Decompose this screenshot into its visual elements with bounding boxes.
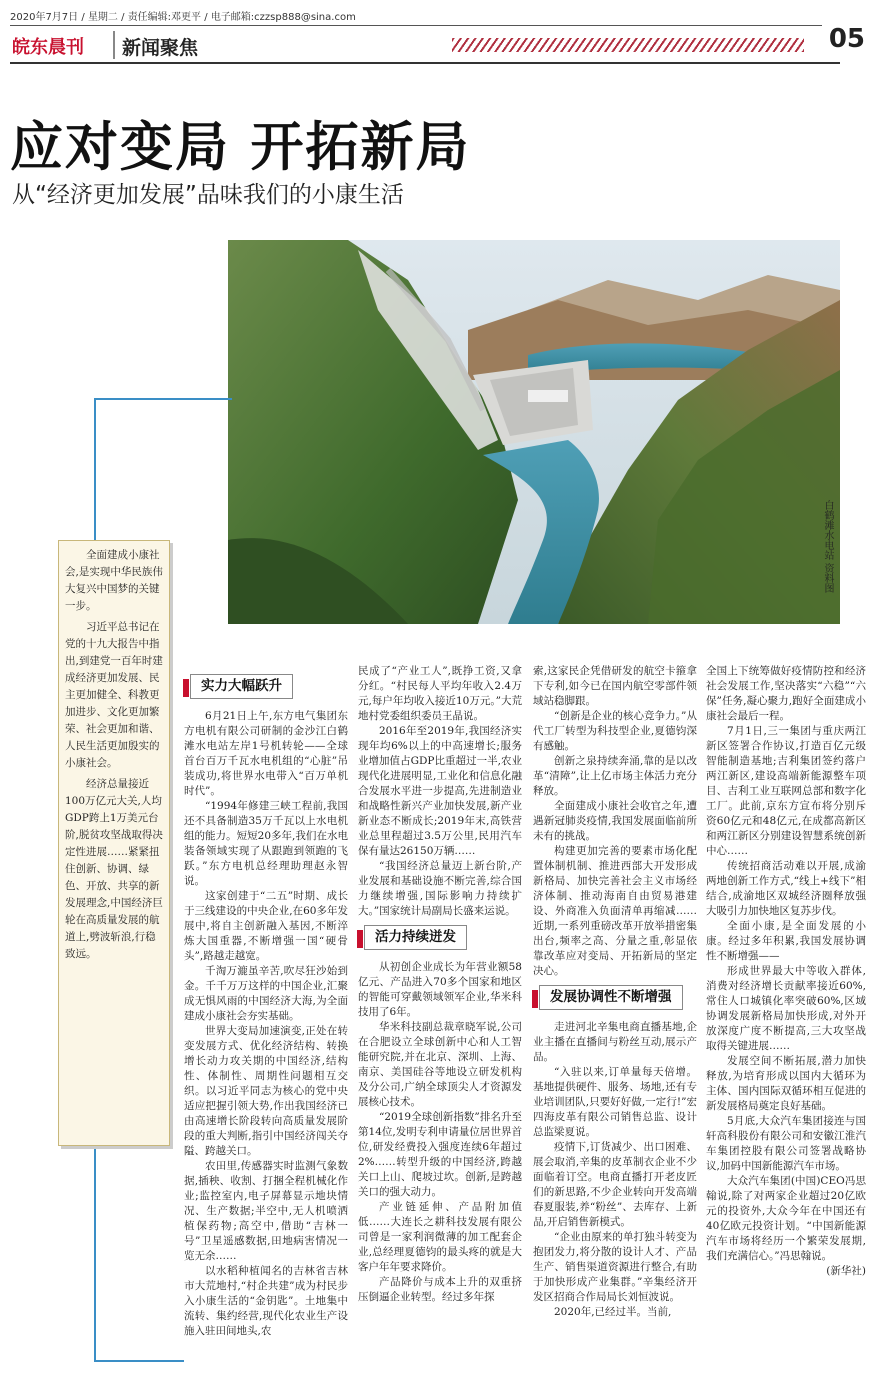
lead-sidebar [58, 540, 170, 1146]
article-column-4 [706, 664, 866, 1279]
section-heading: 活力持续迸发 [364, 925, 467, 950]
lead-paragraph: 经济总量接近100万亿元大关,人均GDP跨上1万美元台阶,脱贫攻坚战取得决定性进展……紧紧扭住创新、协调、绿色、开放、共享的新发展理念,中国经济巨轮在高质量发展的航道上,劈波斩浪,行稳致远。 [65, 778, 163, 960]
article-column-2 [358, 664, 522, 1305]
issue-weekday: 星期二 [87, 12, 118, 23]
article-column-1 [184, 668, 348, 1339]
body-paragraph: 传统招商活动难以开展,成渝两地创新工作方式,“线上+线下”相结合,成渝地区双城经济圈释放强大吸引力加快地区复苏步伐。 [706, 860, 866, 917]
header-rule-top [10, 25, 822, 26]
body-paragraph: 7月1日,三一集团与重庆两江新区签署合作协议,打造百亿元级智能制造基地;吉利集团签约落户两江新区,建设高端新能源整车项目、吉利工业互联网总部和数字化工厂。此前,京东方宣布将分别斥资60亿元和48亿元,在成都高新区和两江新区分别建设智慧系统创新中心…… [706, 725, 866, 857]
photo-caption: 白鹤滩水电站 资料图 [822, 500, 833, 594]
byline: (新华社) [826, 1265, 866, 1277]
body-paragraph: 创新之泉持续奔涌,靠的是以改革“清障”,让上亿市场主体活力充分释放。 [533, 755, 697, 797]
body-paragraph: 2016年至2019年,我国经济实现年均6%以上的中高速增长;服务业增加值占GDP比重超过一半,农业现代化进展明显,工业化和信息化融合发展水平进一步提高,先进制造业和战略性新兴产业加快发展,新产业新业态不断成长;2019年末,高铁营业总里程超过3.5万公里,民用汽车保有量达26150万辆…… [358, 725, 522, 857]
dam-photo-illustration [228, 240, 840, 624]
body-paragraph: 产品降价与成本上升的双重挤压倒逼企业转型。经过多年探 [358, 1276, 522, 1303]
body-paragraph: 华米科技副总裁章晓军说,公司在合肥设立全球创新中心和人工智能研究院,并在北京、深圳、上海、南京、美国硅谷等地设立研发机构及分公司,广纳全球顶尖人才资源发展核心技术。 [358, 1021, 522, 1108]
body-paragraph: “创新是企业的核心竞争力。”从代工厂转型为科技型企业,夏德钧深有感触。 [533, 710, 697, 752]
lead-paragraph: 全面建成小康社会,是实现中华民族伟大复兴中国梦的关键一步。 [65, 549, 163, 612]
body-paragraph: 千淘万漉虽辛苦,吹尽狂沙始到金。千千万万这样的中国企业,汇聚成无惧风雨的中国经济大海,为全面建成小康社会夯实基础。 [184, 965, 348, 1022]
header-hatch-decoration [452, 38, 804, 52]
body-paragraph: 2020年,已经过半。当前, [554, 1306, 672, 1318]
section-divider [113, 31, 115, 59]
decor-line-top [94, 398, 232, 400]
email: 电子邮箱:czzsp888@sina.com [210, 12, 356, 23]
subheadline: 从“经济更加发展”品味我们的小康生活 [12, 182, 404, 208]
body-paragraph: 从初创企业成长为年营业额58亿元、产品进入70多个国家和地区的智能可穿戴领域领军企业,华米科技用了6年。 [358, 961, 522, 1018]
body-paragraph: 这家创建于“二五”时期、成长于三线建设的中央企业,在60多年发展中,将自主创新融入基因,不断淬炼大国重器,不断增强一国“硬骨头”,路越走越宽。 [184, 890, 348, 962]
section-heading: 发展协调性不断增强 [539, 985, 683, 1010]
body-paragraph: 民成了“产业工人”,既挣工资,又拿分红。“村民每人平均年收入2.4万元,每户年均收入接近10万元。”大荒地村党委组织委员王晶说。 [358, 665, 522, 722]
body-paragraph: “1994年修建三峡工程前,我国还不具备制造35万千瓦以上水电机组的能力。短短20多年,我们在水电装备领域实现了从跟跑到领跑的飞跃。”东方电机总经理助理赵永智说。 [184, 800, 348, 887]
body-paragraph: 全国上下统筹做好疫情防控和经济社会发展工作,坚决落实“六稳”“六保”任务,凝心聚力,跑好全面建成小康社会最后一程。 [706, 665, 866, 722]
decor-line-bottom [94, 1360, 184, 1362]
dam-photo [228, 240, 840, 624]
body-paragraph: 发展空间不断拓展,潜力加快释放,为培育形成以国内大循环为主体、国内国际双循环相互促进的新发展格局奠定良好基础。 [706, 1055, 866, 1112]
headline: 应对变局 开拓新局 [10, 117, 471, 178]
section-heading: 实力大幅跃升 [190, 674, 293, 699]
body-paragraph: 世界大变局加速演变,正处在转变发展方式、优化经济结构、转换增长动力攻关期的中国经济,结构性、体制性、周期性问题相互交织。以习近平同志为核心的党中央适应把握引领大势,作出我国经济已由高速增长阶段转向高质量发展阶段的重大判断,指引中国经济闯关夺隘、跨越关口。 [184, 1025, 348, 1157]
header-rule-bottom [10, 62, 840, 64]
body-paragraph: 走进河北辛集电商直播基地,企业主播在直播间与粉丝互动,展示产品。 [533, 1021, 697, 1063]
body-paragraph: “我国经济总量迈上新台阶,产业发展和基础设施不断完善,综合国力继续增强,国际影响力持续扩大。”国家统计局副局长盛来运说。 [358, 860, 522, 917]
body-paragraph: 全面建成小康社会收官之年,遭遇新冠肺炎疫情,我国发展面临前所未有的挑战。 [533, 800, 697, 842]
body-paragraph: 农田里,传感器实时监测气象数据,插秧、收割、打捆全程机械化作业;监控室内,电子屏幕显示地块情况、生产数据;半空中,无人机喷洒植保药物;高空中,借助“吉林一号”卫星遥感数据,田地病害情况一览无余…… [184, 1160, 348, 1262]
issue-date: 2020年7月7日 [10, 12, 79, 23]
body-paragraph: 6月21日上午,东方电气集团东方电机有限公司研制的金沙江白鹤滩水电站左岸1号机转轮——全球首台百万千瓦水电机组的“心脏”吊装成功,将世界水电带入“百万单机时代”。 [184, 710, 348, 797]
body-paragraph: “2019全球创新指数”排名升至第14位,发明专利申请量位居世界首位,研发经费投入强度连续6年超过2%……转型升级的中国经济,跨越关口上山、爬坡过坎。创新,是跨越关口的强大动力。 [358, 1111, 522, 1198]
body-paragraph: 疫情下,订货减少、出口困难、展会取消,辛集的皮革制衣企业不少面临着订空。电商直播打开老皮匠们的新思路,不少企业转向开发高端春夏服装,养“粉丝”、去库存、上新品,开启销售新模式。 [533, 1141, 697, 1228]
body-paragraph: “入驻以来,订单量每天倍增。基地提供硬件、服务、场地,还有专业培训团队,只要好好做,一定行!”宏四海皮革有限公司销售总监、设计总监梁夏说。 [533, 1066, 697, 1138]
body-paragraph: 大众汽车集团(中国)CEO冯思翰说,除了对两家企业超过20亿欧元的投资外,大众今年在中国还有40亿欧元投资计划。“中国新能源汽车市场将经历一个繁荣发展期,我们充满信心。”冯思翰说。 [706, 1175, 866, 1262]
masthead-info: 2020年7月7日 / 星期二 / 责任编辑:邓更平 / 电子邮箱:czzsp888@sina.com [10, 12, 356, 23]
body-paragraph: 5月底,大众汽车集团接连与国轩高科股份有限公司和安徽江淮汽车集团控股有限公司签署战略协议,加码中国新能源汽车市场。 [706, 1115, 866, 1172]
body-paragraph: “企业由原来的单打独斗转变为抱团发力,将分散的设计人才、产品生产、销售渠道资源进行整合,有助于加快形成产业集群。”辛集经济开发区招商合作局局长刘恒波说。 [533, 1231, 697, 1303]
body-paragraph: 产业链延伸、产品附加值低……大连长之耕科技发展有限公司曾是一家利润微薄的加工配套企业,总经理夏德钧的最头疼的就是大客户年年要求降价。 [358, 1201, 522, 1273]
newspaper-brand: 皖东晨刊 [12, 37, 84, 58]
body-paragraph: 以水稻种植闻名的吉林省吉林市大荒地村,“村企共建”成为村民步入小康生活的“金钥匙”。土地集中流转、集约经营,现代化农业生产设施入驻田间地头,农 [184, 1265, 348, 1337]
article-column-3 [533, 664, 697, 1320]
section-name: 新闻聚焦 [122, 37, 199, 59]
body-paragraph: 索,这家民企凭借研发的航空卡箍拿下专利,如今已在国内航空零部件领域站稳脚跟。 [533, 665, 697, 707]
body-paragraph: 全面小康,是全面发展的小康。经过多年积累,我国发展协调性不断增强—— [706, 920, 866, 962]
page-number: 05 [828, 24, 865, 54]
body-paragraph: 形成世界最大中等收入群体,消费对经济增长贡献率接近60%,常住人口城镇化率突破60%,区域协调发展新格局加快形成,对外开放深度广度不断提高,三大攻坚战取得关键进展…… [706, 965, 866, 1052]
editor: 责任编辑:邓更平 [127, 12, 202, 23]
body-paragraph: 构建更加完善的要素市场化配置体制机制、推进西部大开发形成新格局、加快完善社会主义市场经济体制、推动海南自由贸易港建设、外商准入负面清单再缩减……近期,一系列重磅改革开放举措密集出台,频率之高、分量之重,彰显依靠改革应对变局、开拓新局的坚定决心。 [533, 845, 697, 977]
lead-paragraph: 习近平总书记在党的十九大报告中指出,到建党一百年时建成经济更加发展、民主更加健全、科教更加进步、文化更加繁荣、社会更加和谐、人民生活更加殷实的小康社会。 [65, 621, 163, 769]
